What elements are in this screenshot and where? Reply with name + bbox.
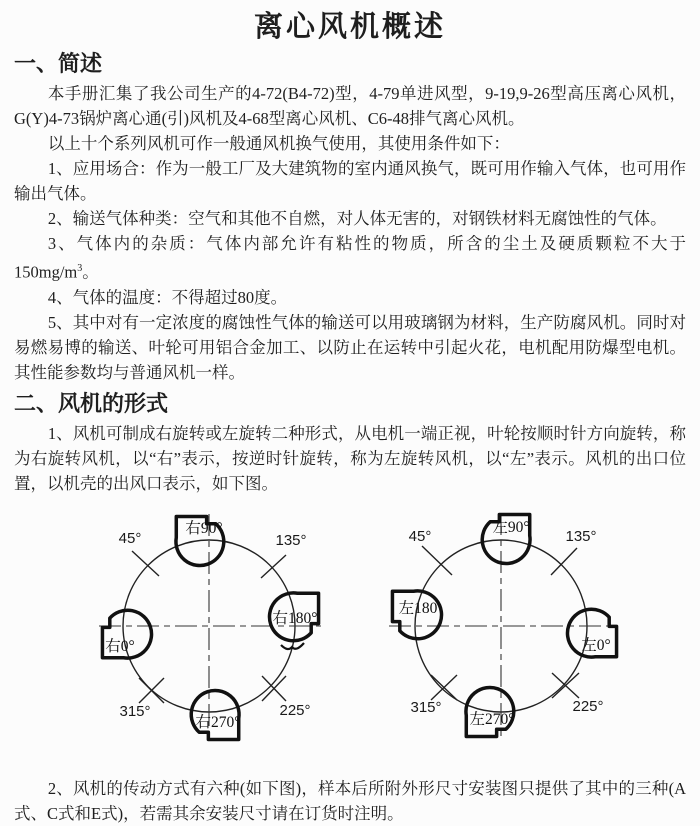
casing-label-top: 左90° xyxy=(492,518,530,536)
casing-label-bottom: 右270° xyxy=(195,713,241,731)
section1-heading: 一、简述 xyxy=(14,51,103,76)
paragraph-text: 。 xyxy=(82,262,99,282)
casing-label-right: 左0° xyxy=(581,636,611,654)
angle-label-135: 135° xyxy=(275,531,307,549)
casing-label-left: 左180 xyxy=(398,599,438,617)
superscript-3: 3 xyxy=(77,263,83,274)
paragraph: 以上十个系列风机可作一般通风机换气使用，其使用条件如下： xyxy=(47,134,510,153)
casing-label-left: 右0° xyxy=(105,637,135,655)
casing-label-right: 右180° xyxy=(272,609,318,627)
casing-label-bottom: 左270° xyxy=(469,710,515,728)
angle-label-135: 135° xyxy=(565,527,597,545)
paragraph xyxy=(14,231,686,285)
angle-label-225: 225° xyxy=(572,697,604,715)
fan-orientation-diagrams xyxy=(69,500,686,772)
section2-heading: 二、风机的形式 xyxy=(14,390,169,416)
angle-label-315: 315° xyxy=(410,698,442,716)
page-title: 离心风机概述 xyxy=(253,11,446,43)
angle-label-315: 315° xyxy=(119,702,151,720)
paragraph: 1、应用场合：作为一般工厂及大建筑物的室内通风换气，既可用作输入气体，也可用作输出气体。 xyxy=(14,159,686,203)
right-rotation-diagram xyxy=(69,500,329,772)
angle-label-45: 45° xyxy=(408,527,432,545)
casing-label-top: 右90° xyxy=(185,519,223,537)
paragraph-text: 3、气体内的杂质：气体内部允许有粘性的物质，所含的尘土及硬质颗粒不大于150mg/m xyxy=(14,234,686,282)
paragraph: 1、风机可制成右旋转或左旋转二种形式，从电机一端正视，叶轮按顺时针方向旋转，称为右旋转风机，以“右”表示，按逆时针旋转，称为左旋转风机，以“左”表示。风机的出口位置，以机壳的出风口表示，如下图。 xyxy=(14,423,686,493)
paragraph: 5、其中对有一定浓度的腐蚀性气体的输送可以用玻璃钢为材料，生产防腐风机。同时对易燃易博的输送、叶轮可用铝合金加工、以防止在运转中引起火花，电机配用防爆型电机。其性能参数均与普通风机一样。 xyxy=(14,312,686,382)
angle-label-45: 45° xyxy=(118,529,142,547)
paragraph: 2、输送气体种类：空气和其他不自燃，对人体无害的，对钢铁材料无腐蚀性的气体。 xyxy=(47,209,667,228)
paragraph: 本手册汇集了我公司生产的4-72(B4-72)型，4-79单进风型，9-19,9-26型高压离心风机，G(Y)4-73锅炉离心通(引)风机及4-68型离心风机、C6-48排气离心风机。 xyxy=(14,84,686,128)
paragraph: 2、风机的传动方式有六种(如下图)，样本后所附外形尺寸安装图只提供了其中的三种(A式、C式和E式)，若需其余安装尺寸请在订货时注明。 xyxy=(14,778,686,823)
angle-label-225: 225° xyxy=(279,701,311,719)
paragraph: 4、气体的温度：不得超过80度。 xyxy=(47,287,288,307)
left-rotation-diagram xyxy=(361,500,621,772)
